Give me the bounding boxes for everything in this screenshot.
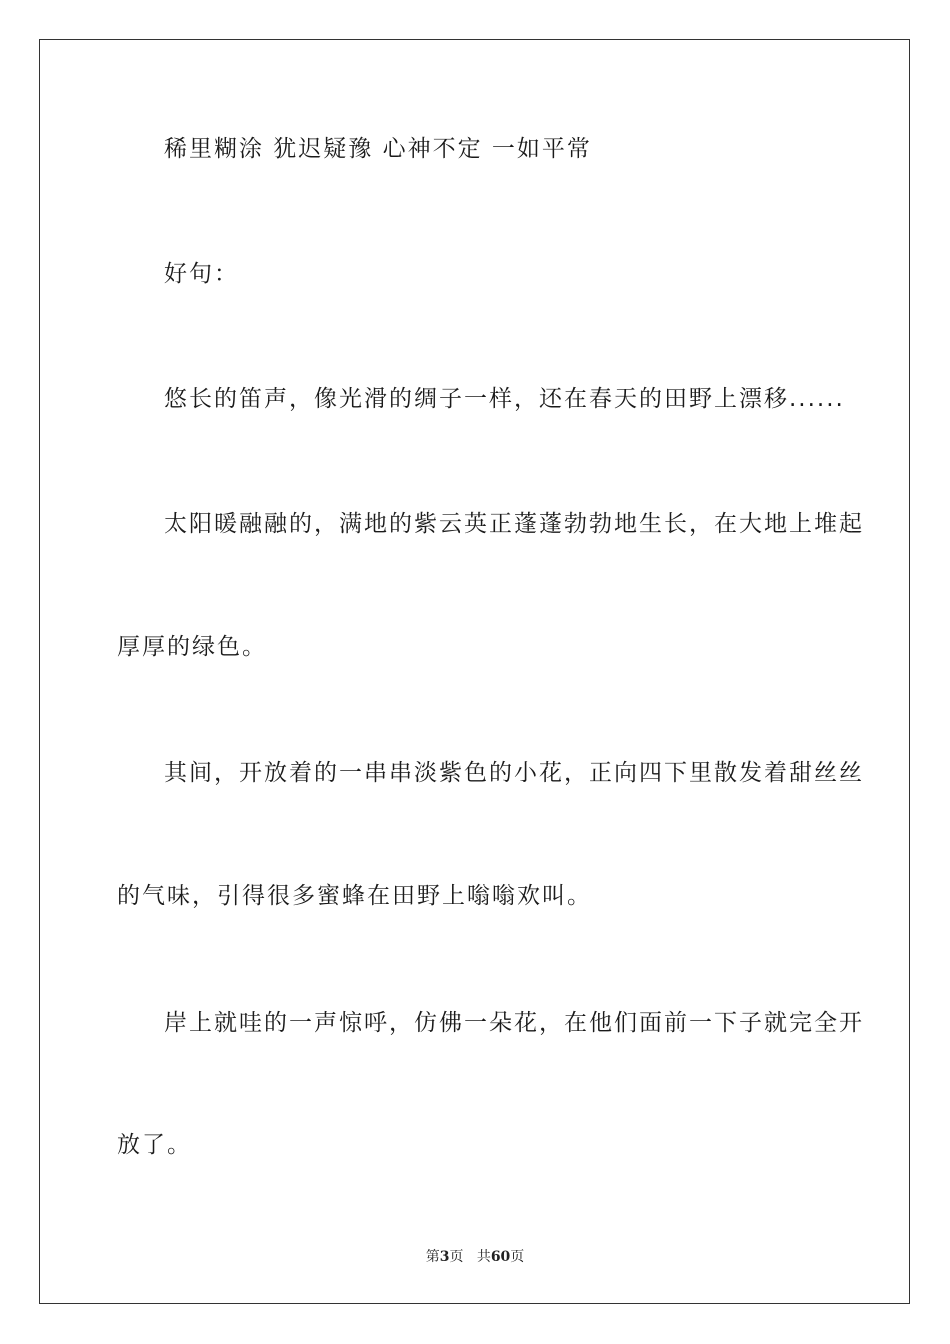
page-footer	[0, 1246, 950, 1266]
paragraph-line: 放了。	[117, 1132, 192, 1158]
good-sentences-heading: 好句：	[164, 261, 239, 287]
page-border	[39, 39, 910, 1304]
page-prefix: 第	[425, 1249, 440, 1265]
idiom-list-line: 稀里糊涂 犹迟疑豫 心神不定 一如平常	[164, 136, 592, 162]
total-prefix: 共	[476, 1249, 491, 1265]
paragraph-line: 的气味，引得很多蜜蜂在田野上嗡嗡欢叫。	[117, 883, 592, 909]
paragraph-line: 太阳暖融融的，满地的紫云英正蓬蓬勃勃地生长，在大地上堆起	[164, 511, 864, 537]
paragraph-line: 悠长的笛声，像光滑的绸子一样，还在春天的田野上漂移......	[164, 386, 845, 412]
total-suffix: 页	[510, 1249, 525, 1265]
total-pages: 60	[490, 1249, 511, 1265]
paragraph-line: 厚厚的绿色。	[117, 634, 267, 660]
page-number: 3	[439, 1249, 450, 1265]
page-suffix: 页	[449, 1249, 464, 1265]
paragraph-line: 其间，开放着的一串串淡紫色的小花，正向四下里散发着甜丝丝	[164, 760, 864, 786]
paragraph-line: 岸上就哇的一声惊呼，仿佛一朵花，在他们面前一下子就完全开	[164, 1010, 864, 1036]
